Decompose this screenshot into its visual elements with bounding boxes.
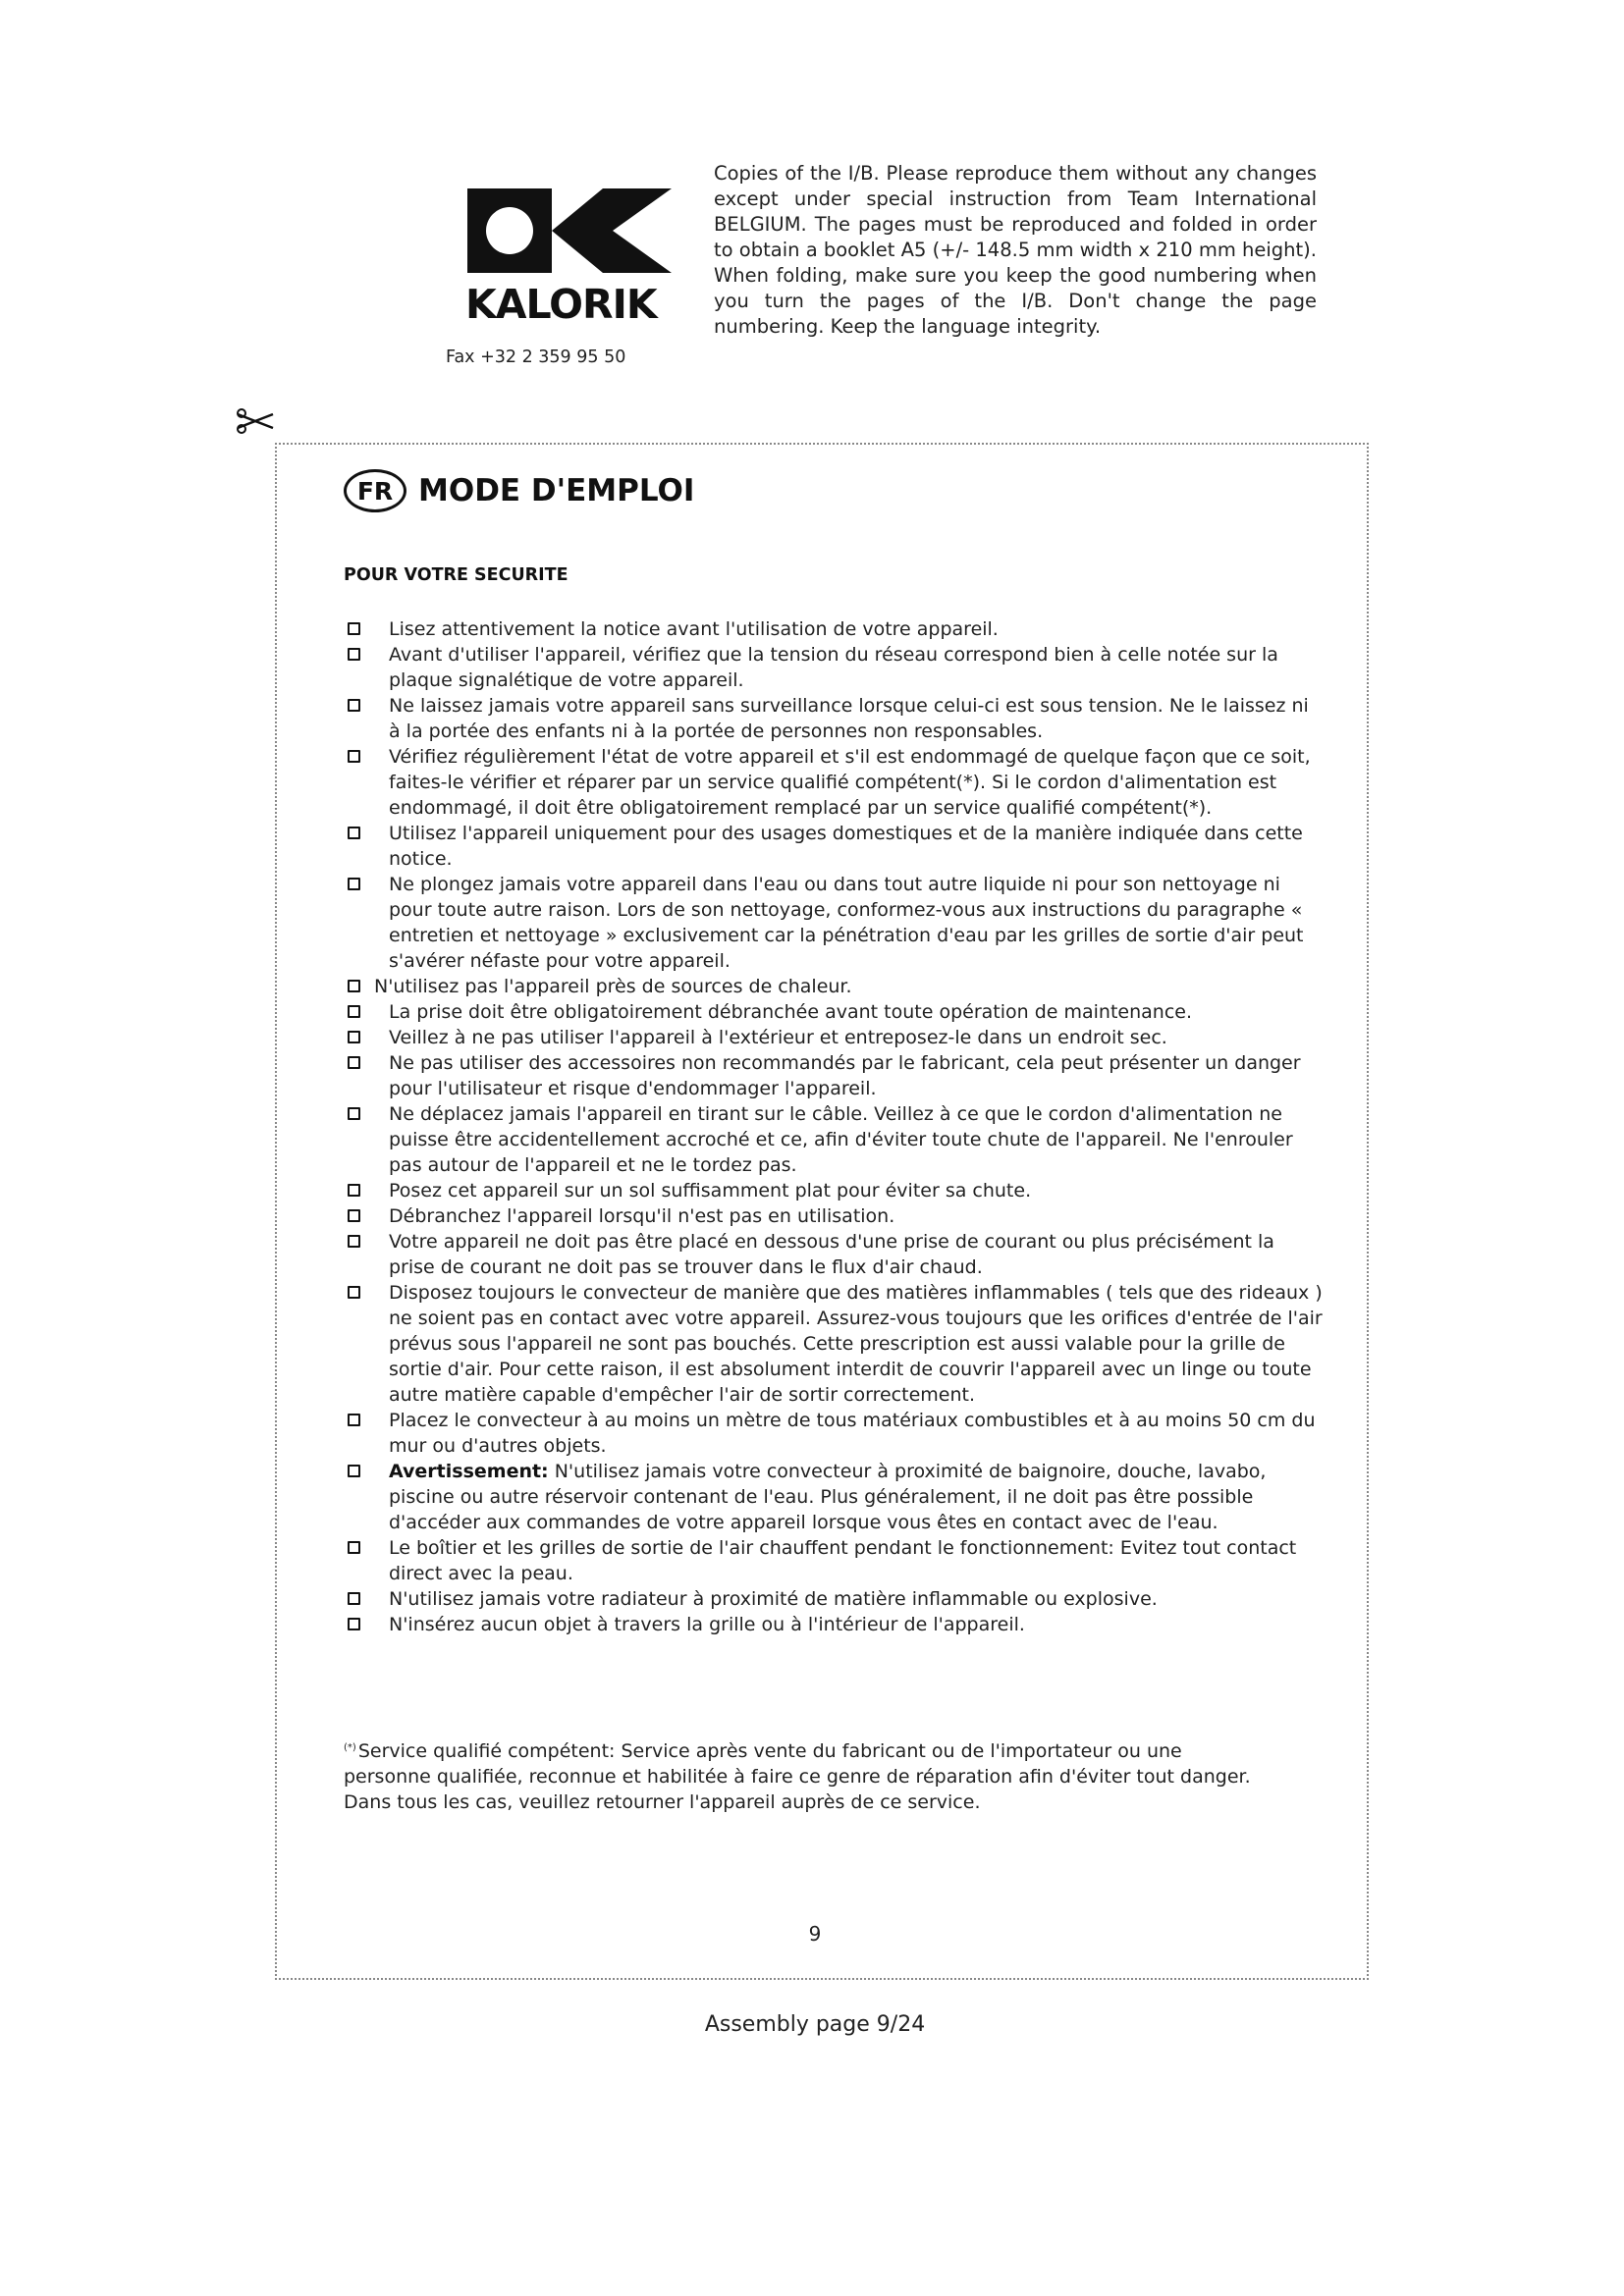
checkbox-icon [348, 1005, 360, 1018]
list-item-text: Veillez à ne pas utiliser l'appareil à l'extérieur et entreposez-le dans un endroit sec. [389, 1027, 1167, 1048]
list-item-text: N'insérez aucun objet à travers la grille ou à l'intérieur de l'appareil. [389, 1614, 1025, 1635]
footnote-marker: (*) [344, 1742, 356, 1753]
list-item-text: Disposez toujours le convecteur de manière que des matières inflammables ( tels que des rideaux ) ne soient pas en contact avec votre appareil. Assurez-vous toujours que les orifices d'entrée de l'air prévus sous l'appareil ne sont pas bouchés. Cette prescription est aussi valable pour la grille de sortie d'air. Pour cette raison, il est absolument interdit de couvrir l'appareil avec un linge ou toute autre matière capable d'empêcher l'air de sortir correctement. [389, 1282, 1323, 1406]
safety-list [344, 616, 1326, 1637]
list-item [344, 1229, 1326, 1280]
scissors-icon [236, 408, 275, 434]
list-item-text: Vérifiez régulièrement l'état de votre appareil et s'il est endommagé de quelque façon que ce soit, faites-le vérifier et réparer par un service qualifié compétent(*). Si le cordon d'alimentation est endommagé, il doit être obligatoirement remplacé par un service qualifié compétent(*). [389, 746, 1311, 819]
checkbox-icon [348, 980, 360, 992]
list-item [344, 1408, 1326, 1459]
checkbox-icon [348, 1056, 360, 1069]
list-item-text: N'utilisez jamais votre radiateur à proximité de matière inflammable ou explosive. [389, 1588, 1158, 1610]
footnote [344, 1735, 1257, 1815]
list-item-text: Posez cet appareil sur un sol suffisamment plat pour éviter sa chute. [389, 1180, 1032, 1201]
checkbox-icon [348, 648, 360, 661]
list-item [344, 872, 1326, 974]
list-item [344, 1025, 1326, 1050]
list-item [344, 999, 1326, 1025]
list-item [344, 821, 1326, 872]
checkbox-icon [348, 1286, 360, 1299]
checkbox-icon [348, 878, 360, 890]
list-item-text: Votre appareil ne doit pas être placé en dessous d'une prise de courant ou plus précisément la prise de courant ne doit pas se trouver dans le flux d'air chaud. [389, 1231, 1274, 1278]
footnote-text: Service qualifié compétent: Service après vente du fabricant ou de l'importateur ou une personne qualifiée, reconnue et habilitée à faire ce genre de réparation afin d'éviter tout danger. Dans tous les cas, veuillez retourner l'appareil auprès de ce service. [344, 1740, 1251, 1813]
list-item [344, 974, 1326, 999]
list-item [344, 1459, 1326, 1535]
list-item-text: Ne pas utiliser des accessoires non recommandés par le fabricant, cela peut présenter un danger pour l'utilisateur et risque d'endommager l'appareil. [389, 1052, 1301, 1099]
list-item-text: Ne déplacez jamais l'appareil en tirant sur le câble. Veillez à ce que le cordon d'alimentation ne puisse être accidentellement accroché et ce, afin d'éviter toute chute de l'appareil. Ne l'enrouler pas autour de l'appareil et ne le tordez pas. [389, 1103, 1293, 1176]
checkbox-icon [348, 1184, 360, 1197]
language-badge: FR [344, 469, 406, 512]
list-item-text: Utilisez l'appareil uniquement pour des usages domestiques et de la manière indiquée dans cette notice. [389, 823, 1303, 870]
checkbox-icon [348, 1235, 360, 1248]
list-item [344, 1280, 1326, 1408]
list-item-text: La prise doit être obligatoirement débranchée avant toute opération de maintenance. [389, 1001, 1193, 1023]
list-item [344, 616, 1326, 642]
fax-number: Fax +32 2 359 95 50 [446, 347, 626, 367]
kalorik-logo [465, 185, 681, 328]
list-item [344, 1203, 1326, 1229]
list-item-text: N'utilisez jamais votre convecteur à proximité de baignoire, douche, lavabo, piscine ou autre réservoir contenant de l'eau. Plus généralement, il ne doit pas être possible d'accéder aux commandes de votre appareil lorsque vous êtes en contact avec de l'eau. [389, 1461, 1267, 1533]
checkbox-icon [348, 1107, 360, 1120]
page-title: MODE D'EMPLOI [418, 473, 695, 508]
checkbox-icon [348, 1414, 360, 1426]
checkbox-icon [348, 699, 360, 712]
list-item-text: Ne plongez jamais votre appareil dans l'eau ou dans tout autre liquide ni pour son nettoyage ni pour toute autre raison. Lors de son nettoyage, conformez-vous aux instructions du paragraphe « entretien et nettoyage » exclusivement car la pénétration d'eau par les grilles de sortie d'air peut s'avérer néfaste pour votre appareil. [389, 874, 1304, 972]
list-item [344, 1050, 1326, 1101]
list-item [344, 744, 1326, 821]
list-item [344, 1178, 1326, 1203]
checkbox-icon [348, 750, 360, 763]
brand-name: KALORIK [465, 281, 657, 328]
manual-title-bar [344, 469, 694, 512]
section-heading: POUR VOTRE SECURITE [344, 565, 568, 585]
list-item [344, 1535, 1326, 1586]
checkbox-icon [348, 1031, 360, 1043]
list-item-text: N'utilisez pas l'appareil près de sources de chaleur. [374, 976, 852, 997]
checkbox-icon [348, 1541, 360, 1554]
checkbox-icon [348, 1209, 360, 1222]
checkbox-icon [348, 622, 360, 635]
copy-instructions: Copies of the I/B. Please reproduce them without any changes except under special instruction from Team International BELGIUM. The pages must be reproduced and folded in order to obtain a booklet A5 (+/- 148.5 mm width x 210 mm height). When folding, make sure you keep the good numbering when you turn the pages of the I/B. Don't change the page numbering. Keep the language integrity. [714, 162, 1317, 338]
list-item-text: Le boîtier et les grilles de sortie de l'air chauffent pendant le fonctionnement: Evitez tout contact direct avec la peau. [389, 1537, 1297, 1584]
list-item-text: Ne laissez jamais votre appareil sans surveillance lorsque celui-ci est sous tension. Ne le laissez ni à la portée des enfants ni à la portée de personnes non responsables. [389, 695, 1309, 742]
checkbox-icon [348, 827, 360, 839]
list-item-text: Débranchez l'appareil lorsqu'il n'est pas en utilisation. [389, 1205, 895, 1227]
checkbox-icon [348, 1592, 360, 1605]
checkbox-icon [348, 1618, 360, 1630]
list-item [344, 1612, 1326, 1637]
list-item-text: Placez le convecteur à au moins un mètre de tous matériaux combustibles et à au moins 50 cm du mur ou d'autres objets. [389, 1410, 1316, 1457]
list-item [344, 642, 1326, 693]
kalorik-k-logo [465, 185, 677, 283]
list-item-text: Lisez attentivement la notice avant l'utilisation de votre appareil. [389, 618, 999, 640]
list-item [344, 1586, 1326, 1612]
list-item [344, 693, 1326, 744]
assembly-page-label: Assembly page 9/24 [704, 2012, 926, 2037]
page-number: 9 [808, 1922, 822, 1946]
warning-label: Avertissement: [389, 1461, 549, 1482]
list-item-text: Avant d'utiliser l'appareil, vérifiez que la tension du réseau correspond bien à celle notée sur la plaque signalétique de votre appareil. [389, 644, 1278, 691]
list-item [344, 1101, 1326, 1178]
checkbox-icon [348, 1465, 360, 1477]
